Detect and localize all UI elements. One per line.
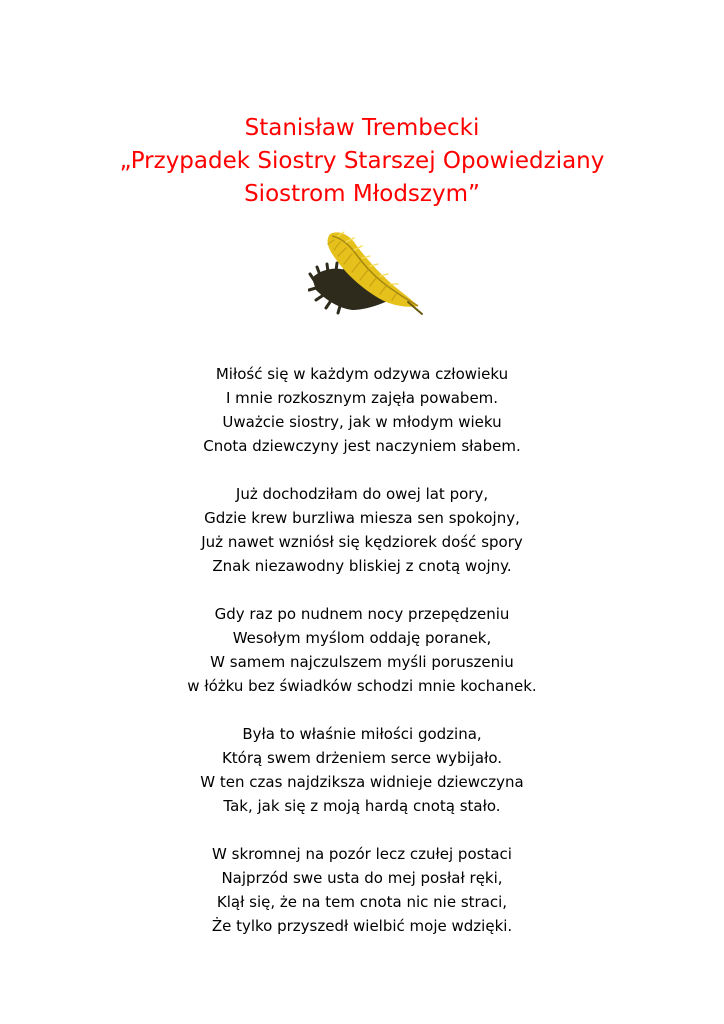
title-line-2: Siostrom Młodszym”	[244, 181, 480, 207]
verse-line: Gdzie krew burzliwa miesza sen spokojny,	[204, 509, 520, 527]
stanza	[0, 722, 724, 818]
title-author: Stanisław Trembecki	[244, 115, 480, 141]
verse-line: I mnie rozkosznym zajęła powabem.	[225, 389, 499, 407]
verse-line: Była to właśnie miłości godzina,	[242, 725, 482, 743]
verse-line: Najprzód swe usta do mej posłał ręki,	[221, 869, 503, 887]
verse-line: Którą swem drżeniem serce wybijało.	[221, 749, 503, 767]
verse-line: W ten czas najdziksza widnieje dziewczyna	[200, 773, 524, 791]
stanza	[0, 602, 724, 698]
verse-line: Znak niezawodny bliskiej z cnotą wojny.	[212, 557, 512, 575]
poem-title	[0, 112, 724, 211]
title-line-1: „Przypadek Siostry Starszej Opowiedziany	[119, 148, 605, 174]
verse-line: Gdy raz po nudnem nocy przepędzeniu	[214, 605, 510, 623]
stanza	[0, 842, 724, 938]
verse-line: Już nawet wzniósł się kędziorek dość spory	[201, 533, 523, 551]
verse-line: Wesołym myślom oddaję poranek,	[232, 629, 492, 647]
stanza	[0, 482, 724, 578]
verse-line: Miłość się w każdym odzywa człowieku	[215, 365, 509, 383]
verse-line: W skromnej na pozór lecz czułej postaci	[212, 845, 512, 863]
verse-line: W samem najczulszem myśli poruszeniu	[210, 653, 514, 671]
verse-line: Że tylko przyszedł wielbić moje wdzięki.	[211, 917, 513, 935]
verse-line: w łóżku bez świadków schodzi mnie kochanek.	[187, 677, 537, 695]
poem-body	[0, 362, 724, 962]
verse-line: Uważcie siostry, jak w młodym wieku	[222, 413, 502, 431]
verse-line: Cnota dziewczyny jest naczyniem słabem.	[203, 437, 521, 455]
verse-line: Już dochodziłam do owej lat pory,	[235, 485, 489, 503]
quill-feather-icon	[308, 228, 424, 318]
verse-line: Klął się, że na tem cnota nic nie straci,	[216, 893, 508, 911]
stanza	[0, 362, 724, 458]
verse-line: Tak, jak się z moją hardą cnotą stało.	[223, 797, 501, 815]
